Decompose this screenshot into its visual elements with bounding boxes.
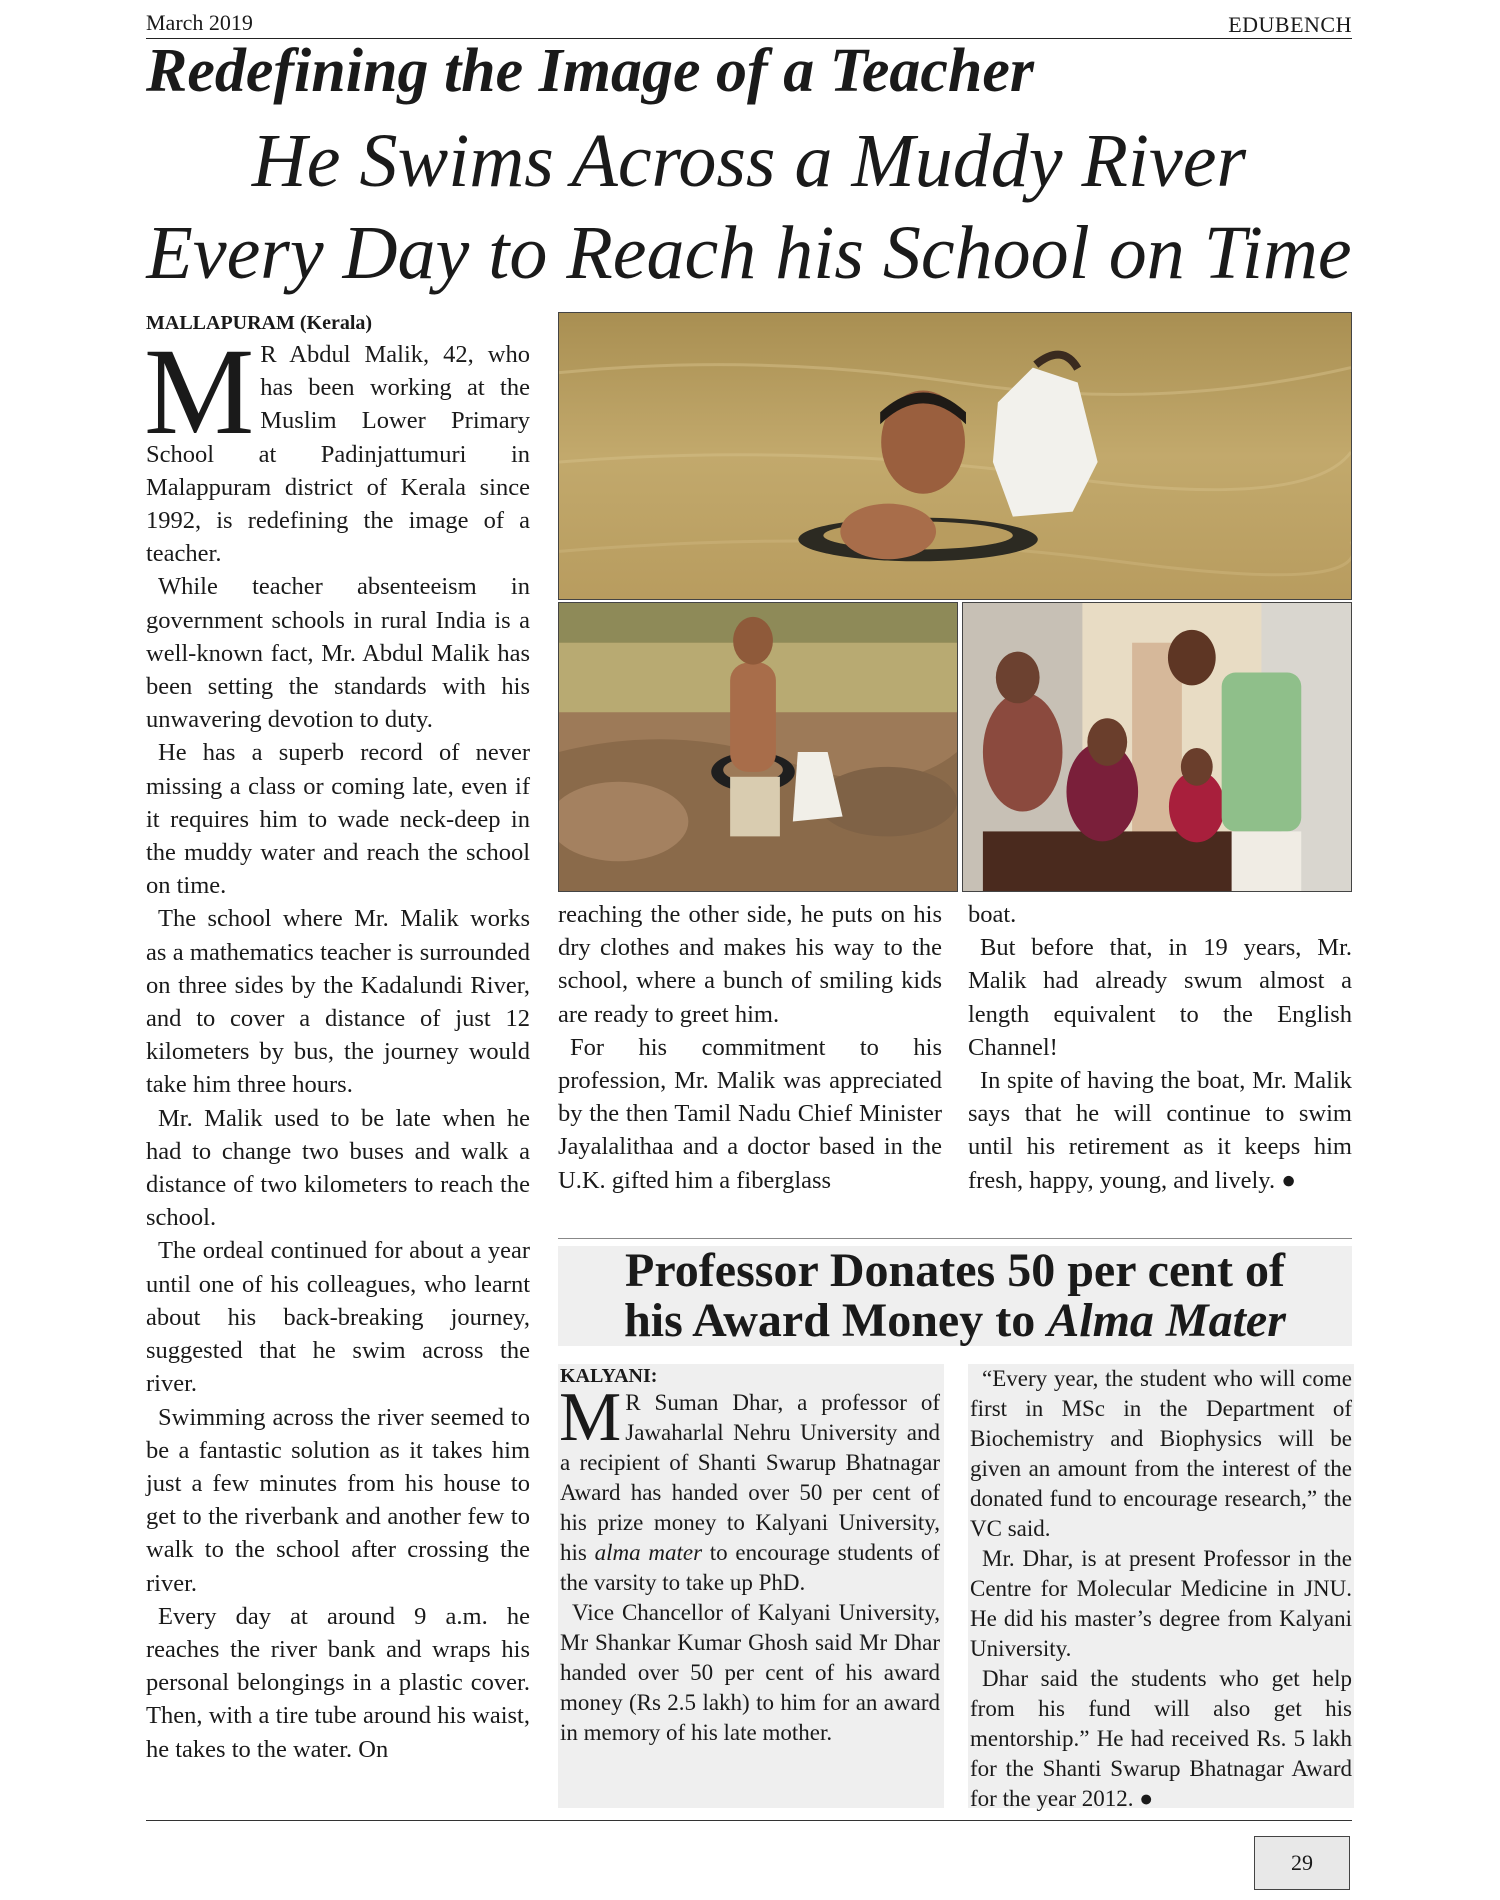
article2-paragraph-4: Mr. Dhar, is at present Professor in the Centre for Molecular Medicine in JNU. He did his master’s degree from Kalyani University.: [970, 1546, 1352, 1661]
publication-name: EDUBENCH: [1228, 12, 1352, 37]
headline-line-1: He Swims Across a Muddy River: [251, 119, 1247, 203]
paragraph-text: R Suman Dhar, a professor of Jawaharlal Nehru University and a recipient of Shanti Swarup Bhatnagar Award has handed over 50 per cent of his prize money to Kalyani University, his: [560, 1390, 940, 1565]
paragraph-text: R Abdul Malik, 42, who has been working at the Muslim Lower Primary School at Padinjattumuri in Malappuram district of Kerala since 1992, is redefining the image of a teacher.: [146, 341, 530, 568]
article2-paragraph-1: [559, 1379, 940, 1598]
paragraph-text: Dhar said the students who get help from his fund will also get his mentorship.” He had received Rs. 5 lakh for the Shanti Swarup Bhatnagar Award for the year 2012.: [970, 1666, 1352, 1811]
article2-paragraph-5: [970, 1664, 1352, 1814]
article1-paragraph-5: Mr. Malik used to be late when he had to change two buses and walk a distance of two kilometers to reach the school.: [146, 1104, 530, 1232]
article1-column-2: [558, 898, 942, 1197]
end-mark: ●: [1139, 1786, 1154, 1811]
section-rule: [558, 1238, 1352, 1239]
dropcap: M: [144, 323, 255, 460]
article-kicker: Redefining the Image of a Teacher: [146, 37, 1035, 105]
headline-line-2: Every Day to Reach his School on Time: [146, 211, 1352, 295]
article1-paragraph-8: Every day at around 9 a.m. he reaches the river bank and wraps his personal belongings in a plastic cover. Then, with a tire tube around his waist, he takes to the water. On: [146, 1602, 530, 1763]
article1-paragraph-6: The ordeal continued for about a year until one of his colleagues, who learnt about his back-breaking journey, suggested that he swim across the river.: [146, 1237, 530, 1398]
article1-col3-paragraph-1: boat.: [968, 901, 1017, 928]
issue-date: March 2019: [146, 10, 253, 35]
article2-column-2: [970, 1364, 1352, 1814]
article1-dateline: MALLAPURAM (Kerala): [146, 312, 373, 334]
article1-column-1: [146, 310, 530, 1766]
article2-headline: [558, 1246, 1352, 1346]
article2-column-1: [560, 1364, 940, 1748]
photo-teacher-at-riverbank: [558, 602, 958, 892]
article1-col2-paragraph-1: reaching the other side, he puts on his dry clothes and makes his way to the school, where a bunch of smiling kids are ready to greet him.: [558, 901, 942, 1028]
photo-teacher-swimming: [558, 312, 1352, 600]
article2-dateline: KALYANI:: [560, 1365, 658, 1387]
end-mark: ●: [1281, 1166, 1297, 1194]
dropcap: M: [559, 1379, 622, 1456]
article1-column-3: [968, 898, 1352, 1197]
headline-italic-text: Alma Mater: [1047, 1294, 1286, 1347]
article2-headline-line-1: Professor Donates 50 per cent of: [625, 1244, 1285, 1297]
article2-paragraph-3: “Every year, the student who will come first in MSc in the Department of Biochemistry and Biophysics will be given an amount from the interest of the donated fund to encourage research,” the VC said.: [970, 1366, 1352, 1541]
article1-paragraph-2: While teacher absenteeism in government schools in rural India is a well-known fact, Mr. Abdul Malik has been setting the standards with his unwavering devotion to duty.: [146, 573, 530, 734]
page-number: 29: [1254, 1836, 1350, 1890]
footer-rule: [146, 1820, 1352, 1821]
article1-col3-paragraph-3: [968, 1064, 1352, 1197]
paragraph-text: In spite of having the boat, Mr. Malik says that he will continue to swim until his retirement as it keeps him fresh, happy, young, and lively.: [968, 1067, 1352, 1194]
article1-paragraph-4: The school where Mr. Malik works as a mathematics teacher is surrounded on three sides by the Kadalundi River, and to cover a distance of just 12 kilometers by bus, the journey would take him three hours.: [146, 905, 530, 1099]
article1-col2-paragraph-2: For his commitment to his profession, Mr. Malik was appreciated by the then Tamil Nadu Chief Minister Jayalalithaa and a doctor based in the U.K. gifted him a fiberglass: [558, 1033, 942, 1194]
photo-teacher-in-classroom: [962, 602, 1352, 892]
article1-col3-paragraph-2: But before that, in 19 years, Mr. Malik had already swum almost a length equivalent to the English Channel!: [968, 934, 1352, 1061]
article1-paragraph-7: Swimming across the river seemed to be a fantastic solution as it takes him just a few minutes from his house to get to the riverbank and another few to walk to the school after crossing the river.: [146, 1403, 530, 1597]
headline-text: his Award Money to: [624, 1294, 1048, 1347]
article1-paragraph-3: He has a superb record of never missing a class or coming late, even if it requires him to wade neck-deep in the muddy water and reach the school on time.: [146, 739, 530, 900]
article2-paragraph-2: Vice Chancellor of Kalyani University, Mr Shankar Kumar Ghosh said Mr Dhar handed over 50 per cent of his award money (Rs 2.5 lakh) to him for an award in memory of his late mother.: [560, 1600, 940, 1745]
paragraph-italic-text: alma mater: [594, 1540, 703, 1565]
article2-headline-line-2: [558, 1296, 1352, 1346]
paragraph-text: to encourage students of the varsity to take up PhD.: [560, 1540, 940, 1595]
